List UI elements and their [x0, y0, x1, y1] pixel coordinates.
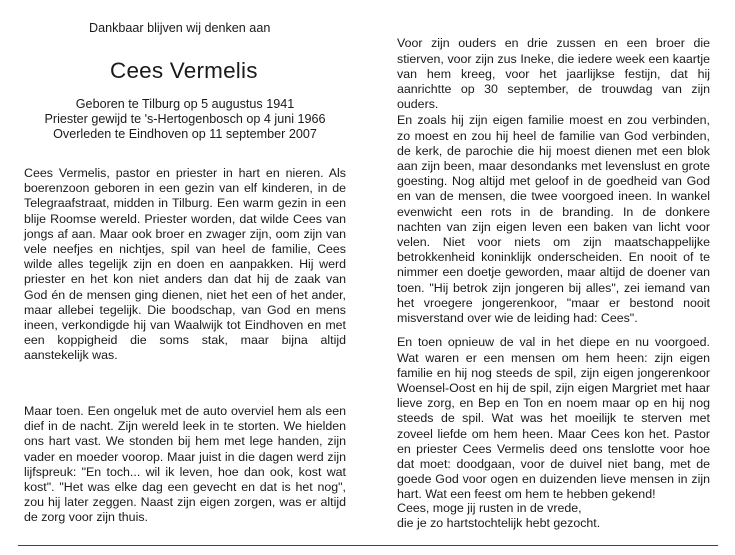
left-paragraph-2	[24, 404, 346, 526]
closing-line-2: die je zo hartstochtelijk hebt gezocht.	[397, 516, 601, 531]
ordination-line: Priester gewijd te 's-Hertogenbosch op 4 juni 1966	[44, 112, 326, 126]
paragraph-text: Voor zijn ouders en drie zussen en een broer die stierven, voor zijn zus Ineke, die iedere week een kaartje van hem kreeg, voor het jaarlijkse festijn, dat hij aanrichtte op 30 september, de trouwdag van zijn ouders.	[397, 36, 710, 112]
death-line: Overleden te Eindhoven op 11 september 2007	[53, 127, 317, 141]
deceased-name: Cees Vermelis	[110, 58, 258, 83]
right-paragraph-3	[397, 323, 710, 515]
bottom-divider	[18, 545, 718, 546]
birth-line: Geboren te Tilburg op 5 augustus 1941	[75, 97, 295, 111]
closing-lines	[397, 501, 710, 531]
right-paragraph-2	[397, 101, 710, 339]
paragraph-text: En toen opnieuw de val in het diepe en nu voorgoed. Wat waren er een mensen om hem heen: zijn eigen familie en hij nog steeds de spil, zijn eigen jongerenkoor Woensel-Oost en hij de spil, zijn eigen Margriet met haar lieve zorg, en Bep en Ton en noem maar op en hij nog steeds de spil. Wat was het moeilijk te sterven met zoveel liefde om hem heen. Maar Cees kon het. Pastor en priester Cees Vermelis deed ons tenslotte voor hoe dat moet: doodgaan, voor de duivel niet bang, met de goede God voor ogen en duizenden lieve mensen in zijn hart. Wat een feest om hem te hebben gekend!	[397, 335, 710, 502]
intro-line: Dankbaar blijven wij denken aan	[89, 21, 271, 35]
left-paragraph-1	[24, 166, 346, 364]
paragraph-text: En zoals hij zijn eigen familie moest en zou verbinden, zo moest en zou hij heel de familie van God verbinden, de kerk, de parochie die hij moest dienen met een blok aan zijn been, maar desondanks met levenslust en grote goesting. Nog altijd met geloof in de goedheid van God en van de mensen, die twee voorgoed ineen. In wankel evenwicht een rots in de branding. In de donkere nachten van zijn eigen leven een baken van licht voor velen. Niet voor niets om zijn maatschappelijke betrokkenheid koninklijk onderscheiden. En nooit of te nimmer een doetje geworden, maar altijd de doener van toen. "Hij betrok zijn jongeren bij alles", zei iemand van het vroegere jongerenkoor, "maar er bestond nooit misverstand over wie de leiding had: Cees".	[397, 113, 710, 326]
paragraph-text: Cees Vermelis, pastor en priester in hart en nieren. Als boerenzoon geboren in een gezin van elf kinderen, in de Telegraafstraat, midden in Tilburg. Een warm gezin in een blije Roomse wereld. Priester worden, dat wilde Cees van jongs af aan. Maar ook broer en zwager zijn, oom zijn van vele neefjes en nichtjes, spil van heel de familie, Cees wilde alles tegelijk zijn en doen en aanpakken. Hij werd priester en het kon niet anders dan dat hij de zaak van God én de mensen ging dienen, niet het een of het ander, maar allebei tegelijk. Die boodschap, van God en mens ineen, verkondigde hij van Waalwijk tot Eindhoven en met een koppigheid die soms stak, maar bijna altijd aanstekelijk was.	[24, 166, 346, 363]
closing-line-1: Cees, moge jij rusten in de vrede,	[397, 501, 582, 515]
paragraph-text: Maar toen. Een ongeluk met de auto overviel hem als een dief in de nacht. Zijn wereld leek in te storten. We hielden ons hart vast. We stonden bij hem met lege handen, zijn vader en moeder voorop. Maar juist in die dagen werd zijn lijfspreuk: "En toch... wil ik leven, hoe dan ook, kost wat kost". "Het was elke dag een gevecht en dat is het nog", zou hij later zeggen. Naast zijn eigen zorgen, was er altijd de zorg voor zijn thuis.	[24, 404, 346, 525]
life-dates	[24, 97, 346, 142]
